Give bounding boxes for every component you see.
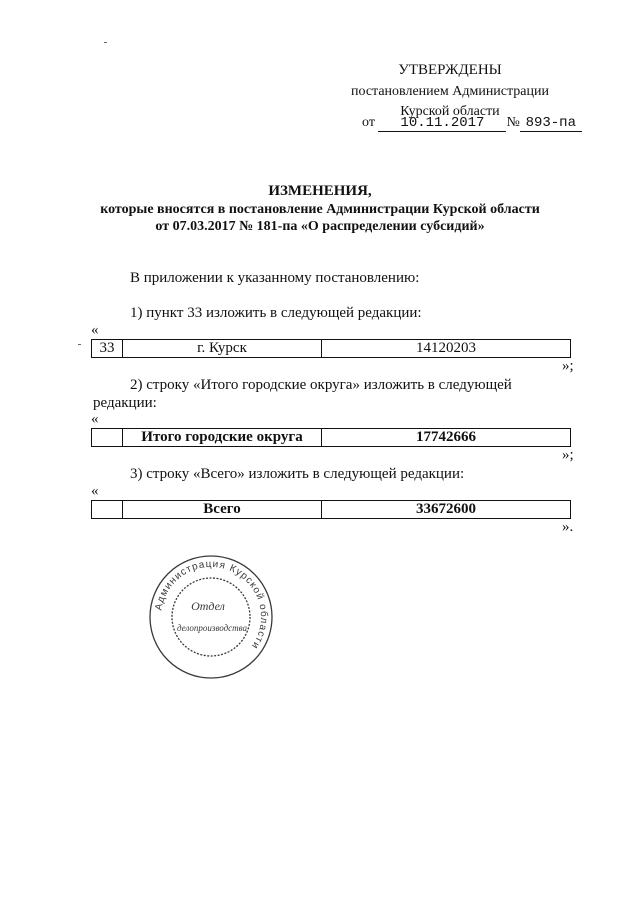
row-1-value: 14120203 — [322, 340, 571, 358]
row-2-number — [92, 429, 123, 447]
stamp-center-line-1: Отдел — [191, 599, 225, 613]
row-1-number: 33 — [92, 340, 123, 358]
row-1-name: г. Курск — [123, 340, 322, 358]
approval-line-1: постановлением Администрации — [351, 84, 549, 99]
row-3-name: Всего — [123, 501, 322, 519]
approval-number-prefix: № — [506, 115, 520, 130]
table-row-2 — [91, 428, 571, 447]
row-3-number — [92, 501, 123, 519]
row-3-value: 33672600 — [322, 501, 571, 519]
table-row-3 — [91, 500, 571, 519]
item-3-text: 3) строку «Всего» изложить в следующей редакции: — [130, 466, 465, 482]
document-title: ИЗМЕНЕНИЯ, — [268, 183, 372, 199]
item-2-text-line-2: редакции: — [93, 395, 157, 411]
approval-line-2: Курской области — [400, 104, 500, 119]
quote-open-1: « — [91, 322, 99, 338]
quote-close-1: »; — [562, 358, 574, 374]
approval-title: УТВЕРЖДЕНЫ — [398, 62, 502, 78]
document-subtitle-2: от 07.03.2017 № 181-па «О распределении субсидий» — [155, 219, 485, 234]
table-row-1 — [91, 339, 571, 358]
item-1-text: 1) пункт 33 изложить в следующей редакции: — [130, 305, 422, 321]
official-stamp — [146, 552, 276, 687]
document-subtitle-1: которые вносятся в постановление Администрации Курской области — [100, 202, 540, 217]
approval-date-prefix: от — [362, 115, 375, 130]
row-2-value: 17742666 — [322, 429, 571, 447]
scan-speck — [104, 42, 107, 43]
row-2-name: Итого городские округа — [123, 429, 322, 447]
intro-paragraph: В приложении к указанному постановлению: — [130, 270, 420, 286]
stamp-center-line-2: делопроизводства — [176, 623, 248, 633]
item-2-text-line-1: 2) строку «Итого городские округа» изложить в следующей — [130, 377, 512, 393]
quote-open-3: « — [91, 483, 99, 499]
quote-close-3: ». — [562, 519, 574, 535]
approval-date-line — [362, 115, 582, 132]
quote-close-2: »; — [562, 447, 574, 463]
approval-number: 893-па — [520, 116, 582, 132]
stamp-seal-icon — [146, 552, 276, 682]
approval-date: 10.11.2017 — [378, 116, 506, 132]
quote-open-2: « — [91, 411, 99, 427]
stamp-ring-text: Администрация Курской области — [153, 558, 270, 652]
scan-speck — [78, 344, 81, 345]
